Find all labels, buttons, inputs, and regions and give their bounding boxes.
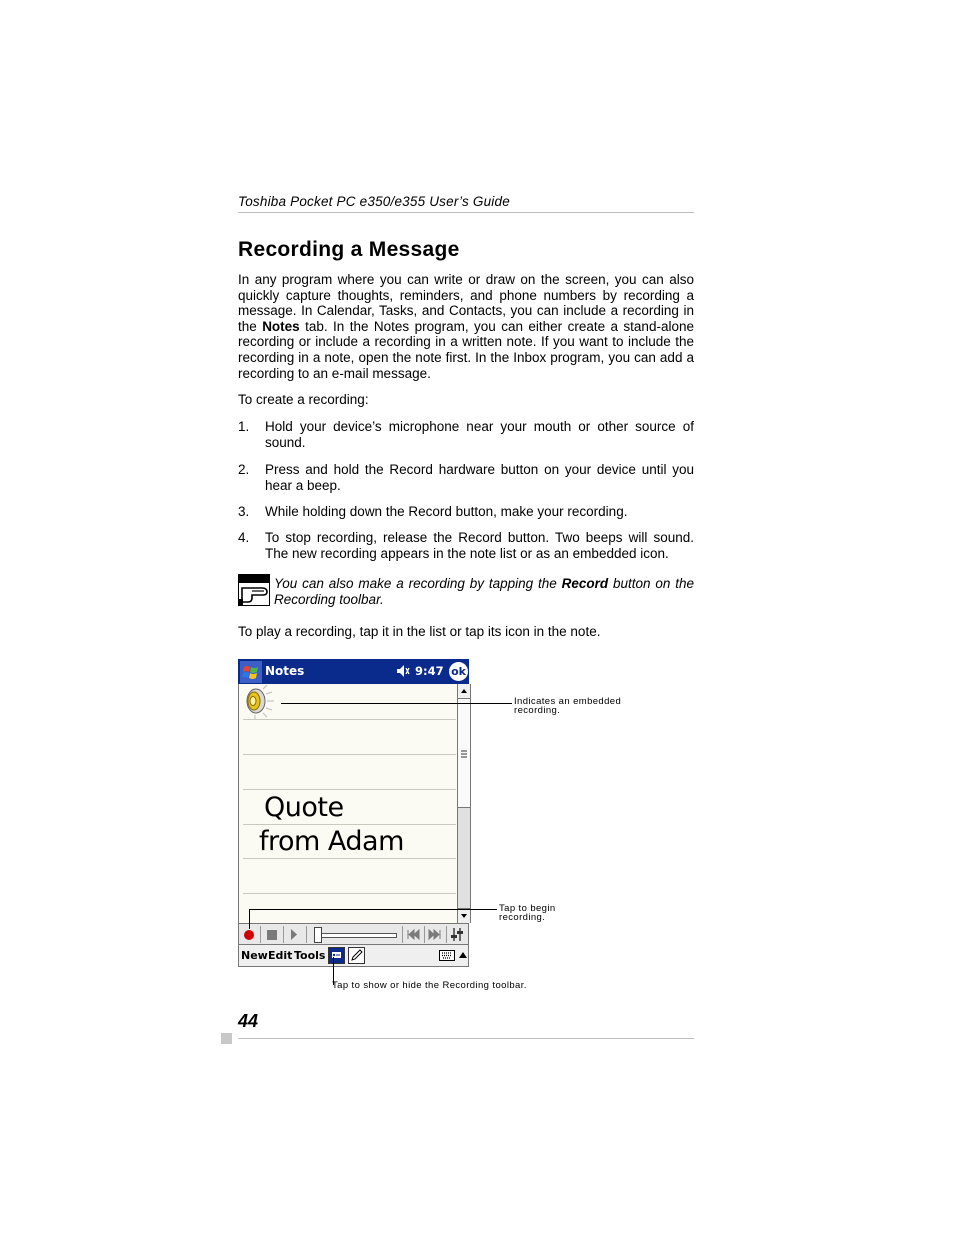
intro-paragraph <box>238 272 694 381</box>
position-slider-track[interactable] <box>317 933 397 938</box>
chevron-up-icon <box>458 684 470 698</box>
menu-bar <box>238 945 469 967</box>
page-number: 44 <box>238 1011 259 1031</box>
step-number: 4. <box>238 530 250 545</box>
intro-text-1: In any program where you can write or draw on the screen, you can also quickly capture thoughts, reminders, and phone numbers by recording a message. In Calendar, Tasks, and Contacts, you can include a recording in the <box>238 272 694 334</box>
pen-button[interactable] <box>348 947 365 964</box>
step-number: 2. <box>238 462 250 477</box>
ruled-line <box>243 893 456 894</box>
page-title: Recording a Message <box>238 238 460 261</box>
handwriting-line: from Adam <box>259 826 404 857</box>
step-text: To stop recording, release the Record button. Two beeps will sound. The new recording appears in the note list or as an embedded icon. <box>265 530 694 561</box>
header-rule <box>238 212 694 213</box>
tip-text-2: button on the Recording toolbar. <box>274 576 694 607</box>
clock[interactable]: 9:47 <box>415 664 444 678</box>
play-instruction: To play a recording, tap it in the list or tap its icon in the note. <box>238 624 601 639</box>
tip-text-1: You can also make a recording by tapping the <box>274 576 562 591</box>
menu-tools[interactable]: Tools <box>294 949 326 962</box>
callout-record: Tap to begin recording. <box>499 903 556 923</box>
toolbar-separator <box>402 926 403 943</box>
skip-forward-icon[interactable] <box>426 926 444 943</box>
chevron-down-icon <box>458 909 470 923</box>
input-panel-arrow[interactable] <box>459 952 467 958</box>
footer-square <box>221 1033 232 1044</box>
play-icon[interactable] <box>285 926 303 943</box>
scroll-thumb[interactable] <box>458 699 470 808</box>
recording-toolbar <box>238 923 469 945</box>
position-slider-thumb[interactable] <box>314 927 322 943</box>
step-text: Press and hold the Record hardware button on your device until you hear a beep. <box>265 462 694 493</box>
stop-icon[interactable] <box>263 926 281 943</box>
ruled-line <box>243 719 456 720</box>
callout-toolbar: Tap to show or hide the Recording toolbar. <box>332 980 527 991</box>
speaker-icon[interactable] <box>396 664 410 678</box>
embedded-recording-icon[interactable] <box>241 685 277 719</box>
keyboard-icon[interactable] <box>439 950 455 961</box>
grip-icon <box>458 699 470 807</box>
step-text: While holding down the Record button, make your recording. <box>265 504 628 519</box>
ruled-line <box>243 789 456 790</box>
callout-line-embedded <box>281 703 512 704</box>
toolbar-separator <box>283 926 284 943</box>
toolbar-separator <box>424 926 425 943</box>
scroll-up-button[interactable] <box>458 684 470 699</box>
toolbar-separator <box>446 926 447 943</box>
ruled-line <box>243 754 456 755</box>
device-screenshot <box>238 659 470 968</box>
pointing-hand-icon <box>238 574 270 606</box>
menu-edit[interactable]: Edit <box>268 949 293 962</box>
callout-embedded: Indicates an embedded recording. <box>514 696 622 716</box>
menu-new[interactable]: New <box>241 949 268 962</box>
intro-text-2: tab. In the Notes program, you can either create a stand-alone recording or include a recording in a written note. If you want to include the recording in a note, open the note first. In the Inbox program, you can add a recording to an e-mail message. <box>238 318 694 381</box>
note-area[interactable] <box>238 684 458 924</box>
running-header: Toshiba Pocket PC e350/e355 User’s Guide <box>238 194 510 209</box>
callout-line-record <box>249 909 497 910</box>
pen-icon <box>349 948 364 963</box>
title-bar <box>238 659 469 684</box>
skip-back-icon[interactable] <box>404 926 422 943</box>
tip-note <box>274 576 694 607</box>
step-number: 3. <box>238 504 250 519</box>
recording-toolbar-toggle-button[interactable] <box>328 947 345 964</box>
toolbar-separator <box>306 926 307 943</box>
ok-button[interactable]: ok <box>449 662 468 681</box>
toolbar-separator <box>260 926 261 943</box>
handwriting-line: Quote <box>264 792 344 823</box>
windows-start-icon[interactable] <box>240 661 262 683</box>
steps-lead: To create a recording: <box>238 392 369 407</box>
record-label: Record <box>561 576 609 591</box>
scroll-down-button[interactable] <box>458 908 470 923</box>
ruled-line <box>243 858 456 859</box>
recording-toolbar-icon <box>329 948 344 963</box>
callout-vline-record <box>249 909 250 929</box>
scrollbar[interactable] <box>457 684 471 923</box>
volume-icon[interactable] <box>449 926 467 943</box>
step-number: 1. <box>238 419 250 434</box>
app-title: Notes <box>265 664 305 678</box>
footer-rule <box>238 1038 694 1039</box>
ruled-line <box>243 824 456 825</box>
notes-tab-label: Notes <box>262 318 300 334</box>
step-text: Hold your device’s microphone near your mouth or other source of sound. <box>265 419 694 450</box>
